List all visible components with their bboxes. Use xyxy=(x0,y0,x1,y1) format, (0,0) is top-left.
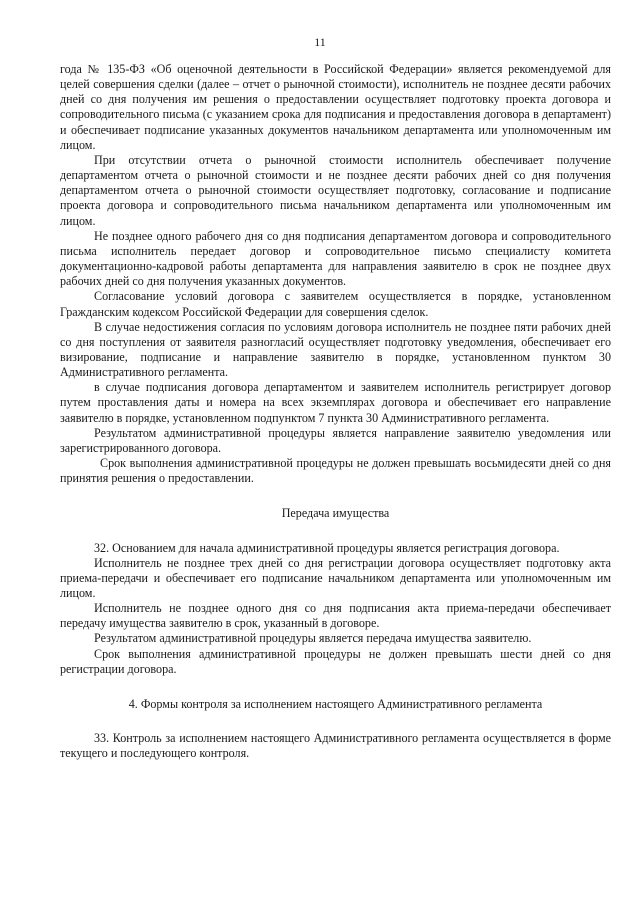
paragraph: Не позднее одного рабочего дня со дня подписания департаментом договора и сопроводительного письма исполнитель передает договор и сопроводительное письмо специалисту комитета документационно-кадровой работы департамента для направления заявителю в срок не позднее двух рабочих дней со дня получения указанных документов. xyxy=(60,228,611,289)
paragraph: Исполнитель не позднее одного дня со дня подписания акта приема-передачи обеспечивает передачу имущества заявителю в срок, указанный в договоре. xyxy=(60,601,611,631)
paragraph: Срок выполнения административной процедуры не должен превышать восьмидесяти дней со дня принятия решения о предоставлении. xyxy=(60,456,611,486)
chapter-heading: 4. Формы контроля за исполнением настоящего Административного регламента xyxy=(128,696,543,711)
paragraph: года № 135-ФЗ «Об оценочной деятельности в Российской Федерации» является рекомендуемой для целей совершения сделки (далее – отчет о рыночной стоимости), исполнитель не позднее десяти рабочих дней со дня получения им решения о предоставлении осуществляет подготовку проекта договора и сопроводительного письма (с указанием срока для подписания и предоставления договора в департамент) и обеспечивает подписание указанных документов начальником департамента или уполномоченным им лицом. xyxy=(60,62,611,152)
paragraph: Исполнитель не позднее трех дней со дня регистрации договора осуществляет подготовку акта приема-передачи и обеспечивает его подписание начальником департамента или уполномоченным им лицом. xyxy=(60,555,611,600)
paragraph: Результатом административной процедуры является передача имущества заявителю. xyxy=(94,631,532,646)
paragraph: В случае недостижения согласия по условиям договора исполнитель не позднее пяти рабочих дней со дня поступления от заявителя разногласий осуществляет подготовку уведомления, обеспечивает его визирование, подписание и направление заявителю в порядке, установленном пунктом 30 Административного регламента. xyxy=(60,319,611,380)
paragraph: Согласование условий договора с заявителем осуществляется в порядке, установленном Гражданским кодексом Российской Федерации для совершения сделок. xyxy=(60,289,611,319)
paragraph: 32. Основанием для начала административной процедуры является регистрация договора. xyxy=(94,540,560,555)
paragraph: Срок выполнения административной процедуры не должен превышать шести дней со дня регистрации договора. xyxy=(60,646,611,676)
section-heading: Передача имущества xyxy=(281,506,390,521)
page-number: 11 xyxy=(314,35,326,49)
paragraph: Результатом административной процедуры является направление заявителю уведомления или зарегистрированного договора. xyxy=(60,425,611,455)
paragraph: 33. Контроль за исполнением настоящего Административного регламента осуществляется в форме текущего и последующего контроля. xyxy=(60,731,611,761)
document-body xyxy=(60,62,611,761)
paragraph: в случае подписания договора департаментом и заявителем исполнитель регистрирует договор путем проставления даты и номера на всех экземплярах договора и обеспечивает его направление заявителю в порядке, установленном подпунктом 7 пункта 30 Административного регламента. xyxy=(60,380,611,425)
paragraph: При отсутствии отчета о рыночной стоимости исполнитель обеспечивает получение департаментом отчета о рыночной стоимости и не позднее десяти рабочих дней со дня получения департаментом отчета о рыночной стоимости осуществляет подготовку, согласование и подписание проекта договора и сопроводительного письма начальником департамента или уполномоченным им лицом. xyxy=(60,152,611,228)
